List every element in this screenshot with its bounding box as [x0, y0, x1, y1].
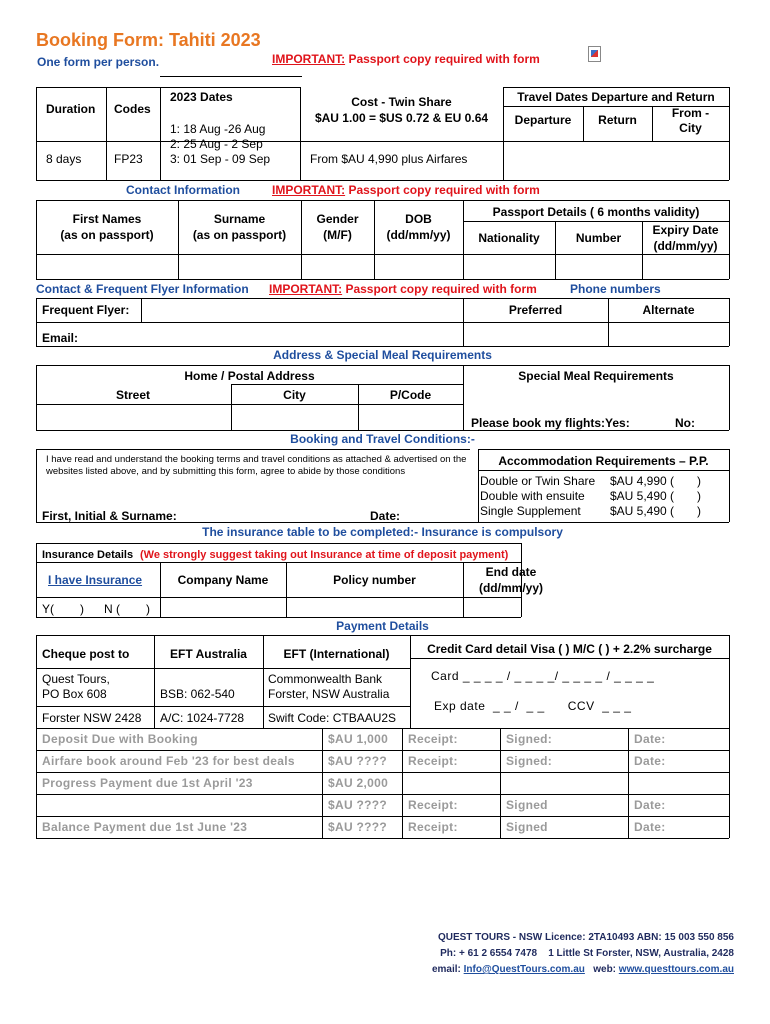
passport-details-header: Passport Details ( 6 months validity)	[492, 205, 700, 219]
signature-field[interactable]	[200, 494, 365, 520]
address-heading: Address & Special Meal Requirements	[273, 348, 492, 362]
broken-image-icon	[588, 46, 601, 62]
duration-value: 8 days	[46, 152, 82, 166]
policy-number-header: Policy number	[333, 573, 416, 587]
have-insurance-label: I have Insurance	[48, 573, 143, 587]
cheque-address-2: PO Box 608	[42, 687, 107, 701]
schedule-date[interactable]: Date:	[634, 732, 666, 746]
conditions-heading: Booking and Travel Conditions:-	[290, 432, 475, 446]
first-names-note: (as on passport)	[60, 228, 154, 242]
footer-licence: QUEST TOURS - NSW Licence: 2TA10493 ABN: 15 003 550 856	[437, 932, 734, 943]
nationality-header: Nationality	[478, 231, 540, 245]
schedule-label: Deposit Due with Booking	[42, 732, 198, 746]
code-value: FP23	[114, 152, 143, 166]
email-link[interactable]: Info@QuestTours.com.au	[463, 964, 585, 975]
gender-note: (M/F)	[323, 228, 352, 242]
schedule-amount: $AU ????	[328, 820, 388, 834]
bank-name: Commonwealth Bank	[268, 672, 383, 686]
meal-requirements-field[interactable]	[464, 385, 729, 413]
form-subtitle: One form per person.	[37, 55, 160, 69]
first-names-field[interactable]	[37, 255, 178, 279]
end-date-header: End date	[485, 565, 537, 579]
book-flights-yes[interactable]: Please book my flights:Yes:	[471, 416, 630, 430]
passport-number-field[interactable]	[556, 255, 642, 279]
footer-links: email: Info@QuestTours.com.au web: www.questtours.com.au	[431, 964, 734, 975]
company-name-header: Company Name	[177, 573, 269, 587]
dates-header: 2023 Dates	[170, 90, 233, 104]
cheque-address-1: Quest Tours,	[42, 672, 110, 686]
departure-field[interactable]	[504, 142, 583, 180]
expiry-ccv-field[interactable]: Exp date _ _ / _ _ CCV _ _ _	[434, 699, 632, 713]
schedule-signed[interactable]: Signed:	[506, 732, 553, 746]
codes-header: Codes	[114, 102, 151, 116]
form-title: Booking Form: Tahiti 2023	[36, 30, 261, 50]
from-city-header-2: City	[679, 121, 702, 135]
dob-header: DOB	[405, 212, 432, 226]
schedule-date[interactable]: Date:	[634, 754, 666, 768]
accom-option-price[interactable]: $AU 5,490 (	[610, 504, 675, 518]
surname-note: (as on passport)	[192, 228, 287, 242]
expiry-date-field[interactable]	[643, 255, 729, 279]
bank-location: Forster, NSW Australia	[268, 687, 390, 701]
accom-option-label: Single Supplement	[480, 504, 581, 518]
website-link[interactable]: www.questtours.com.au	[618, 964, 734, 975]
accom-option-close: )	[697, 504, 701, 518]
eft-international-header: EFT (International)	[283, 647, 390, 661]
from-city-header: From -	[671, 106, 710, 120]
tour-cost: From $AU 4,990 plus Airfares	[310, 152, 468, 166]
schedule-amount: $AU ????	[328, 754, 388, 768]
return-header: Return	[598, 113, 637, 127]
tour-date-2: 2: 25 Aug - 2 Sep	[170, 137, 263, 151]
schedule-label: Balance Payment due 1st June '23	[42, 820, 248, 834]
dob-note: (dd/mm/yy)	[386, 228, 451, 242]
street-header: Street	[116, 388, 151, 402]
meal-requirements-header: Special Meal Requirements	[518, 369, 674, 383]
expiry-date-header: Expiry Date	[652, 223, 719, 237]
frequent-flyer-field[interactable]	[142, 299, 463, 322]
cheque-header: Cheque post to	[42, 647, 130, 661]
schedule-receipt[interactable]: Receipt:	[408, 732, 458, 746]
preferred-phone-label: Preferred	[508, 303, 563, 317]
schedule-amount: $AU 2,000	[328, 776, 389, 790]
insurance-no-option[interactable]: N (	[104, 602, 120, 616]
schedule-signed[interactable]: Signed:	[506, 754, 553, 768]
nationality-field[interactable]	[464, 255, 555, 279]
schedule-amount: $AU 1,000	[328, 732, 389, 746]
book-flights-no[interactable]: No:	[675, 416, 695, 430]
bsb-number: BSB: 062-540	[160, 687, 235, 701]
schedule-label: Progress Payment due 1st April '23	[42, 776, 253, 790]
schedule-amount: $AU ????	[328, 798, 388, 812]
tour-date-3: 3: 01 Sep - 09 Sep	[170, 152, 271, 166]
insurance-no-close: )	[146, 602, 150, 616]
important-note-flyer: IMPORTANT: Passport copy required with form	[269, 282, 537, 296]
first-names-header: First Names	[72, 212, 142, 226]
end-date-field[interactable]	[464, 598, 521, 617]
insurance-yes-option[interactable]: Y(	[42, 602, 54, 616]
accom-option-price[interactable]: $AU 4,990 (	[610, 474, 675, 488]
accom-option-label: Double or Twin Share	[480, 474, 596, 488]
home-postal-header: Home / Postal Address	[184, 369, 315, 383]
exchange-rate: $AU 1.00 = $US 0.72 & EU 0.64	[314, 111, 489, 125]
frequent-flyer-label: Frequent Flyer:	[42, 303, 130, 317]
accom-option-close: )	[697, 474, 701, 488]
duration-header: Duration	[46, 102, 96, 116]
tour-date-1: 1: 18 Aug -26 Aug	[170, 122, 266, 136]
gender-header: Gender	[316, 212, 359, 226]
number-header: Number	[575, 231, 622, 245]
schedule-signed[interactable]: Signed	[506, 820, 548, 834]
expiry-date-note: (dd/mm/yy)	[653, 239, 718, 253]
cost-header: Cost - Twin Share	[351, 95, 452, 109]
travel-dates-header: Travel Dates Departure and Return	[517, 90, 715, 104]
schedule-receipt[interactable]: Receipt:	[408, 820, 458, 834]
conditions-text: I have read and understand the booking terms and travel conditions as attached & advertised on the websites listed above, and by submitting this form, agree to abide by those conditions	[46, 454, 467, 477]
schedule-label: Airfare book around Feb '23 for best deals	[42, 754, 295, 768]
phone-numbers-heading: Phone numbers	[570, 282, 661, 296]
preferred-phone-field[interactable]	[464, 323, 608, 346]
policy-number-field[interactable]	[287, 598, 463, 617]
swift-code: Swift Code: CTBAAU2S	[268, 711, 397, 725]
important-note-contact: IMPORTANT: Passport copy required with form	[272, 183, 540, 197]
alternate-phone-label: Alternate	[642, 303, 695, 317]
schedule-date[interactable]: Date:	[634, 798, 666, 812]
surname-field[interactable]	[179, 255, 301, 279]
postcode-field[interactable]	[359, 405, 463, 430]
conditions-date-label: Date:	[370, 509, 401, 523]
surname-header: Surname	[213, 212, 266, 226]
signature-label: First, Initial & Surname:	[42, 509, 177, 523]
gender-field[interactable]	[302, 255, 374, 279]
credit-card-header[interactable]: Credit Card detail Visa ( ) M/C ( ) + 2.2% surcharge	[427, 642, 712, 656]
return-field[interactable]	[584, 142, 652, 180]
payment-heading: Payment Details	[336, 619, 429, 633]
email-label: Email:	[42, 331, 79, 345]
account-number: A/C: 1024-7728	[160, 711, 245, 725]
accom-option-price[interactable]: $AU 5,490 (	[610, 489, 675, 503]
postcode-header: P/Code	[389, 388, 432, 402]
eft-australia-header: EFT Australia	[170, 647, 247, 661]
important-note-top: IMPORTANT: Passport copy required with form	[272, 52, 540, 66]
schedule-receipt[interactable]: Receipt:	[408, 798, 458, 812]
cheque-address-3: Forster NSW 2428	[42, 711, 142, 725]
card-number-field[interactable]: Card _ _ _ _ / _ _ _ _/ _ _ _ _ / _ _ _ _	[431, 669, 655, 683]
insurance-heading: The insurance table to be completed:- Insurance is compulsory	[202, 525, 563, 539]
departure-header: Departure	[514, 113, 572, 127]
insurance-suggestion: (We strongly suggest taking out Insurance at time of deposit payment)	[140, 549, 509, 561]
accom-option-label: Double with ensuite	[480, 489, 585, 503]
insurance-yes-close: )	[80, 602, 84, 616]
dob-field[interactable]	[375, 255, 463, 279]
insurance-details-label: Insurance Details	[42, 549, 134, 561]
city-header: City	[283, 388, 306, 402]
accommodation-header: Accommodation Requirements – P.P.	[498, 454, 709, 468]
from-city-field[interactable]	[653, 142, 729, 180]
alternate-phone-field[interactable]	[609, 323, 729, 346]
accom-option-close: )	[697, 489, 701, 503]
end-date-note: (dd/mm/yy)	[478, 581, 543, 595]
flyer-info-heading: Contact & Frequent Flyer Information	[36, 282, 249, 296]
company-name-field[interactable]	[161, 598, 286, 617]
city-field[interactable]	[232, 405, 358, 430]
schedule-date[interactable]: Date:	[634, 820, 666, 834]
schedule-receipt[interactable]: Receipt:	[408, 754, 458, 768]
footer-contact: Ph: + 61 2 6554 7478 1 Little St Forster, NSW, Australia, 2428	[440, 948, 734, 959]
schedule-signed[interactable]: Signed	[506, 798, 548, 812]
street-field[interactable]	[37, 405, 231, 430]
email-field[interactable]	[90, 323, 463, 346]
contact-info-heading: Contact Information	[126, 183, 240, 197]
